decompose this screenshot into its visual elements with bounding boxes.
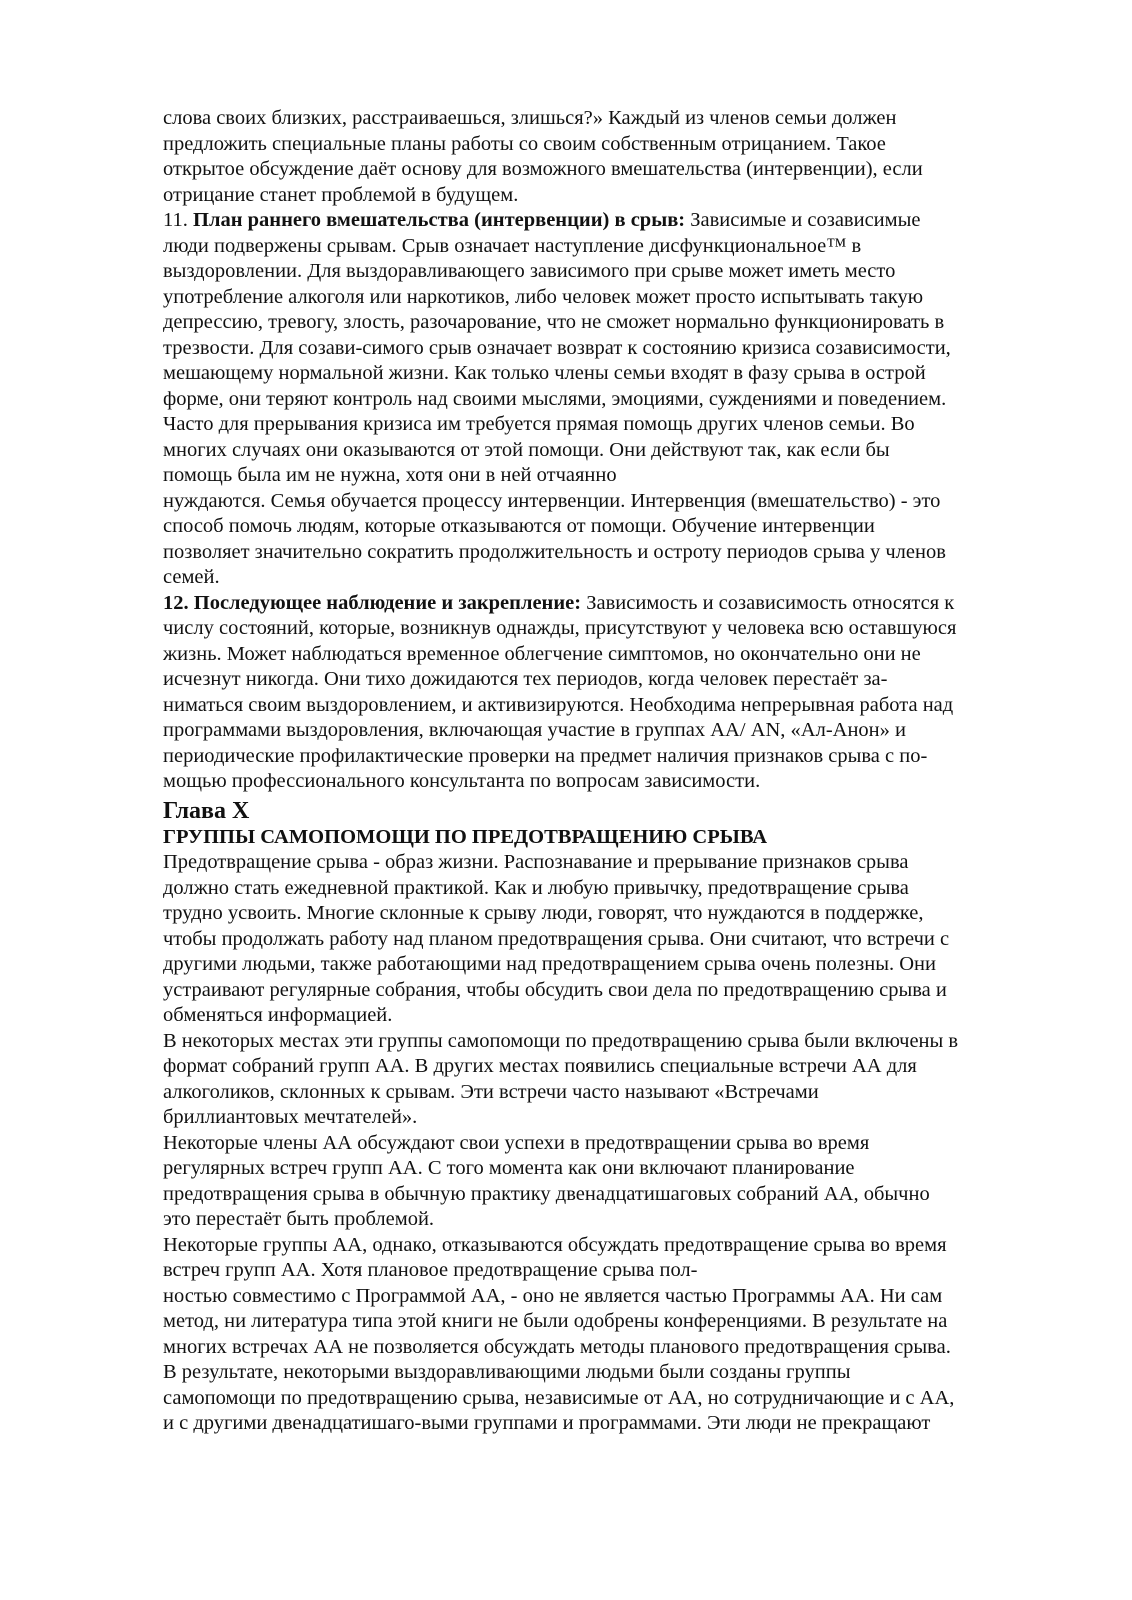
text-line: открытое обсуждение даёт основу для возможного вмешательства (интервенции), если [163,158,923,180]
text-line [163,591,1043,617]
text-line: жизнь. Может наблюдаться временное облегчение симптомов, но окончательно они не [163,642,921,665]
text-line: употребление алкоголя или наркотиков, либо человек может просто испытывать такую [163,285,924,308]
text-line: слова своих близких, расстраиваешься, злишься?» Каждый из членов семьи должен [163,107,897,129]
text-line: алкоголиков, склонных к срывам. Эти встречи часто называют «Встречами [163,1080,819,1103]
text-line: числу состояний, которые, возникнув однажды, присутствуют у человека всю оставшуюся [163,617,957,639]
paragraph-denial-discussion [163,106,1043,208]
text-line: исчезнут никогда. Они тихо дожидаются тех периодов, когда человек перестаёт за- [163,668,888,690]
text-line: ностью совместимо с Программой АА, - оно не является частью Программы АА. Ни сам [163,1284,943,1307]
text-line: выздоровлении. Для выздоравливающего зависимого при срыве может иметь место [163,260,896,282]
chapter-heading: Глава X [163,797,250,824]
text-line: депрессию, тревогу, злость, разочарование, что не сможет нормально функционировать в [163,311,945,333]
text-line: предотвращения срыва в обычную практику двенадцатишаговых собраний АА, обычно [163,1182,930,1205]
text-line: программами выздоровления, включающая участие в группах АА/ AN, «Ал-Анон» и [163,719,906,741]
text-line: отрицание станет проблемой в будущем. [163,183,519,206]
text-line: периодические профилактические проверки на предмет наличия признаков срыва с по- [163,744,928,767]
chapter-title: ГРУППЫ САМОПОМОЩИ ПО ПРЕДОТВРАЩЕНИЮ СРЫВА [163,825,768,848]
text-line: трезвости. Для созави-симого срыв означает возврат к состоянию кризиса созависимости, [163,336,951,359]
text-line: регулярных встреч групп АА. С того момента как они включают планирование [163,1157,855,1179]
text-line: способ помочь людям, которые отказываются от помощи. Обучение интервенции [163,515,875,537]
text-line: Часто для прерывания кризиса им требуется прямая помощь других членов семьи. Во [163,413,915,435]
item-heading: План раннего вмешательства (интервенции) в срыв: [193,209,686,231]
text-line: позволяет значительно сократить продолжительность и остроту периодов срыва у членов [163,540,946,563]
text-line: предложить специальные планы работы со своим собственным отрицанием. Такое [163,132,886,155]
text-line: устраивают регулярные собрания, чтобы обсудить свои дела по предотвращению срыва и [163,978,947,1001]
text-line: мощью профессионального консультанта по вопросам зависимости. [163,770,761,792]
text-line: и с другими двенадцатишаго-выми группами и программами. Эти люди не прекращают [163,1412,931,1434]
text-line: трудно усвоить. Многие склонные к срыву люди, говорят, что нуждаются в поддержке, [163,902,924,924]
text-line: формат собраний групп АА. В других местах появились специальные встречи АА для [163,1055,917,1077]
text-line: встреч групп АА. Хотя плановое предотвращение срыва пол- [163,1259,698,1281]
text-line: чтобы продолжать работу над планом предотвращения срыва. Они считают, что встречи с [163,927,950,950]
document-page [163,106,1043,1437]
text-line: мешающему нормальной жизни. Как только члены семьи входят в фазу срыва в острой [163,362,926,384]
text-line: нуждаются. Семья обучается процессу интервенции. Интервенция (вмешательство) - это [163,489,941,512]
text-line: многих встречах АА не позволяется обсуждать методы планового предотвращения срыва. [163,1335,951,1358]
text-line: другими людьми, также работающими над предотвращением срыва очень полезны. Они [163,953,936,975]
text-line: В некоторых местах эти группы самопомощи по предотвращению срыва были включены в [163,1029,959,1052]
text-line: форме, они теряют контроль над своими мыслями, эмоциями, суждениями и поведением. [163,387,947,410]
item-text-start: Зависимые и созависимые [685,209,921,231]
chapter-body [163,850,1043,1437]
text-line: помощь была им не нужна, хотя они в ней отчаянно [163,464,617,486]
item-number: 11 [163,209,183,231]
text-line: Некоторые члены АА обсуждают свои успехи в предотвращении срыва во время [163,1131,870,1154]
text-line: обменяться информацией. [163,1004,393,1026]
text-line: многих случаях они оказываются от этой помощи. Они действуют так, как если бы [163,438,890,461]
item-12-follow-up [163,591,1043,795]
text-line: это перестаёт быть проблемой. [163,1208,435,1230]
text-line: семей. [163,566,220,588]
item-11-relapse-intervention-plan [163,208,1043,591]
text-line: метод, ни литература типа этой книги не были одобрены конференциями. В результате на [163,1310,948,1332]
text-line: должно стать ежедневной практикой. Как и любую привычку, предотвращение срыва [163,876,909,899]
text-line: люди подвержены срывам. Срыв означает наступление дисфункциональное™ в [163,234,862,257]
text-line: В результате, некоторыми выздоравливающими людьми были созданы группы [163,1361,851,1383]
item-number-dot: . [182,209,188,231]
text-line: ниматься своим выздоровлением, и активизируются. Необходима непрерывная работа над [163,693,954,716]
text-line [163,208,1043,234]
text-line: бриллиантовых мечтателей». [163,1106,418,1128]
text-line: Предотвращение срыва - образ жизни. Распознавание и прерывание признаков срыва [163,851,909,873]
text-line: самопомощи по предотвращению срыва, независимые от АА, но сотрудничающие и с АА, [163,1386,955,1409]
item-heading: 12. Последующее наблюдение и закрепление: [163,591,582,614]
item-text-start: Зависимость и созависимость относятся к [581,591,955,614]
text-line: Некоторые группы АА, однако, отказываются обсуждать предотвращение срыва во время [163,1233,947,1256]
